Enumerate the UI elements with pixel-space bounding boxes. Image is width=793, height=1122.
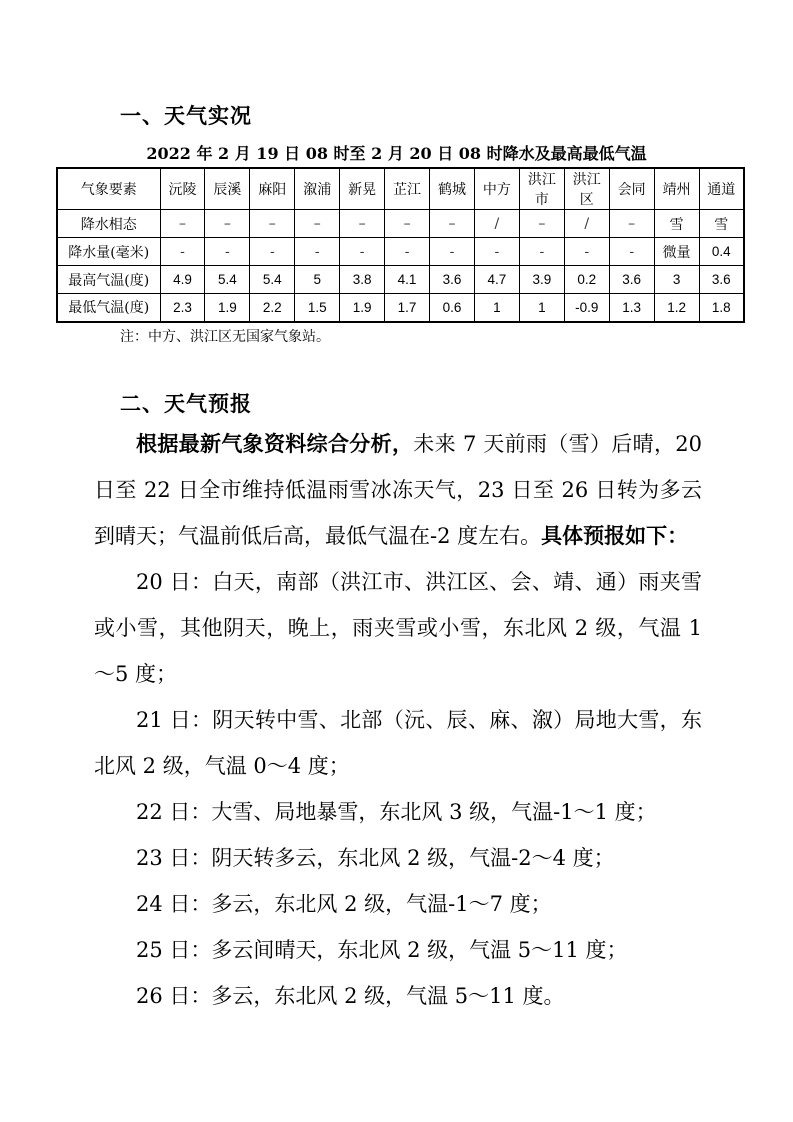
table-value-cell: 4.7 <box>474 266 519 294</box>
table-value-cell: 1.9 <box>340 294 385 322</box>
table-value-cell: 3.6 <box>699 266 744 294</box>
table-header-cell: 中方 <box>474 168 519 210</box>
table-value-cell: 2.3 <box>160 294 205 322</box>
table-value-cell: -0.9 <box>564 294 609 322</box>
table-value-cell: - <box>564 238 609 266</box>
table-value-cell: 2.2 <box>250 294 295 322</box>
forecast-day-paragraph: 21 日：阴天转中雪、北部（沅、辰、麻、溆）局地大雪，东北风 2 级，气温 0～4 度； <box>94 708 702 778</box>
table-value-cell: - <box>295 238 340 266</box>
row-label-cell: 最高气温(度) <box>57 266 160 294</box>
table-header-cell: 辰溪 <box>205 168 250 210</box>
table-value-cell: 0.2 <box>564 266 609 294</box>
table-value-cell: 5 <box>295 266 340 294</box>
forecast-intro-text: 未来 7 天前雨（雪）后晴，20 日至 22 日全市维持低温雨雪冰冻天气，23 日至 26 日转为多云到晴天；气温前低后高，最低气温在-2 度左右。 <box>94 432 702 548</box>
table-value-cell: 0.4 <box>699 238 744 266</box>
table-header-cell: 溆浦 <box>295 168 340 210</box>
table-header-cell: 靖州 <box>654 168 699 210</box>
row-label-cell: 降水量(毫米) <box>57 238 160 266</box>
table-header-cell: 洪江区 <box>564 168 609 210</box>
table-value-cell: 1.8 <box>699 294 744 322</box>
table-row <box>57 210 744 238</box>
table-value-cell: 5.4 <box>250 266 295 294</box>
table-value-cell: 3.9 <box>519 266 564 294</box>
table-value-cell: 1.3 <box>609 294 654 322</box>
section-2-heading: 二、天气预报 <box>120 391 252 416</box>
table-header-cell: 洪江市 <box>519 168 564 210</box>
table-value-cell: 雪 <box>654 210 699 238</box>
forecast-day-list <box>94 559 702 1019</box>
forecast-day-paragraph: 22 日：大雪、局地暴雪，东北风 3 级，气温-1～1 度； <box>136 800 657 824</box>
table-value-cell: – <box>430 210 475 238</box>
forecast-body <box>94 421 702 1019</box>
table-value-cell: 1.7 <box>385 294 430 322</box>
table-value-cell: 1.9 <box>205 294 250 322</box>
table-value-cell: 1.2 <box>654 294 699 322</box>
table-value-cell: - <box>160 238 205 266</box>
table-header-row <box>57 168 744 210</box>
table-header-cell: 麻阳 <box>250 168 295 210</box>
table-value-cell: - <box>385 238 430 266</box>
table-value-cell: 3.8 <box>340 266 385 294</box>
forecast-day-paragraph: 20 日：白天，南部（洪江市、洪江区、会、靖、通）雨夹雪或小雪，其他阴天，晚上，雨夹雪或小雪，东北风 2 级，气温 1～5 度； <box>94 570 702 686</box>
table-value-cell: – <box>295 210 340 238</box>
table-value-cell: 微量 <box>654 238 699 266</box>
forecast-day-paragraph: 26 日：多云，东北风 2 级，气温 5～11 度。 <box>136 984 565 1008</box>
row-label-cell: 最低气温(度) <box>57 294 160 322</box>
table-value-cell: – <box>609 210 654 238</box>
table-row <box>57 266 744 294</box>
table-value-cell: / <box>474 210 519 238</box>
table-value-cell: - <box>430 238 475 266</box>
table-header-cell: 鹤城 <box>430 168 475 210</box>
forecast-intro-tail: 具体预报如下： <box>541 523 689 548</box>
forecast-intro-lead: 根据最新气象资料综合分析， <box>136 431 414 456</box>
table-value-cell: / <box>564 210 609 238</box>
table-header-cell: 芷江 <box>385 168 430 210</box>
forecast-day-paragraph: 24 日：多云，东北风 2 级，气温-1～7 度； <box>136 892 552 916</box>
table-value-cell: 3.6 <box>609 266 654 294</box>
table-value-cell: - <box>340 238 385 266</box>
table-value-cell: - <box>250 238 295 266</box>
table-value-cell: – <box>385 210 430 238</box>
table-value-cell: 3.6 <box>430 266 475 294</box>
section-1-heading: 一、天气实况 <box>120 103 252 128</box>
table-header-cell: 会同 <box>609 168 654 210</box>
table-value-cell: – <box>519 210 564 238</box>
row-label-cell: 降水相态 <box>57 210 160 238</box>
table-row <box>57 294 744 322</box>
forecast-intro-paragraph <box>94 421 702 559</box>
table-header-cell: 沅陵 <box>160 168 205 210</box>
table-value-cell: – <box>160 210 205 238</box>
forecast-day-paragraph: 23 日：阴天转多云，东北风 2 级，气温-2～4 度； <box>136 846 615 870</box>
table-value-cell: 1 <box>474 294 519 322</box>
table-row <box>57 238 744 266</box>
table-value-cell: 5.4 <box>205 266 250 294</box>
table-value-cell: – <box>250 210 295 238</box>
forecast-day-paragraph: 25 日：多云间晴天，东北风 2 级，气温 5～11 度； <box>136 938 628 962</box>
table-value-cell: – <box>340 210 385 238</box>
table-value-cell: - <box>205 238 250 266</box>
table-header-cell: 通道 <box>699 168 744 210</box>
weather-table-caption: 2022 年 2 月 19 日 08 时至 2 月 20 日 08 时降水及最高最低气温 <box>146 144 647 163</box>
table-value-cell: - <box>474 238 519 266</box>
table-value-cell: 3 <box>654 266 699 294</box>
table-header-cell: 新晃 <box>340 168 385 210</box>
table-value-cell: – <box>205 210 250 238</box>
table-header-cell: 气象要素 <box>57 168 160 210</box>
table-value-cell: 0.6 <box>430 294 475 322</box>
table-footnote: 注：中方、洪江区无国家气象站。 <box>120 329 330 345</box>
table-value-cell: - <box>609 238 654 266</box>
table-value-cell: 1 <box>519 294 564 322</box>
table-value-cell: - <box>519 238 564 266</box>
table-value-cell: 4.9 <box>160 266 205 294</box>
table-value-cell: 1.5 <box>295 294 340 322</box>
weather-observation-table <box>56 167 745 323</box>
table-value-cell: 雪 <box>699 210 744 238</box>
table-value-cell: 4.1 <box>385 266 430 294</box>
